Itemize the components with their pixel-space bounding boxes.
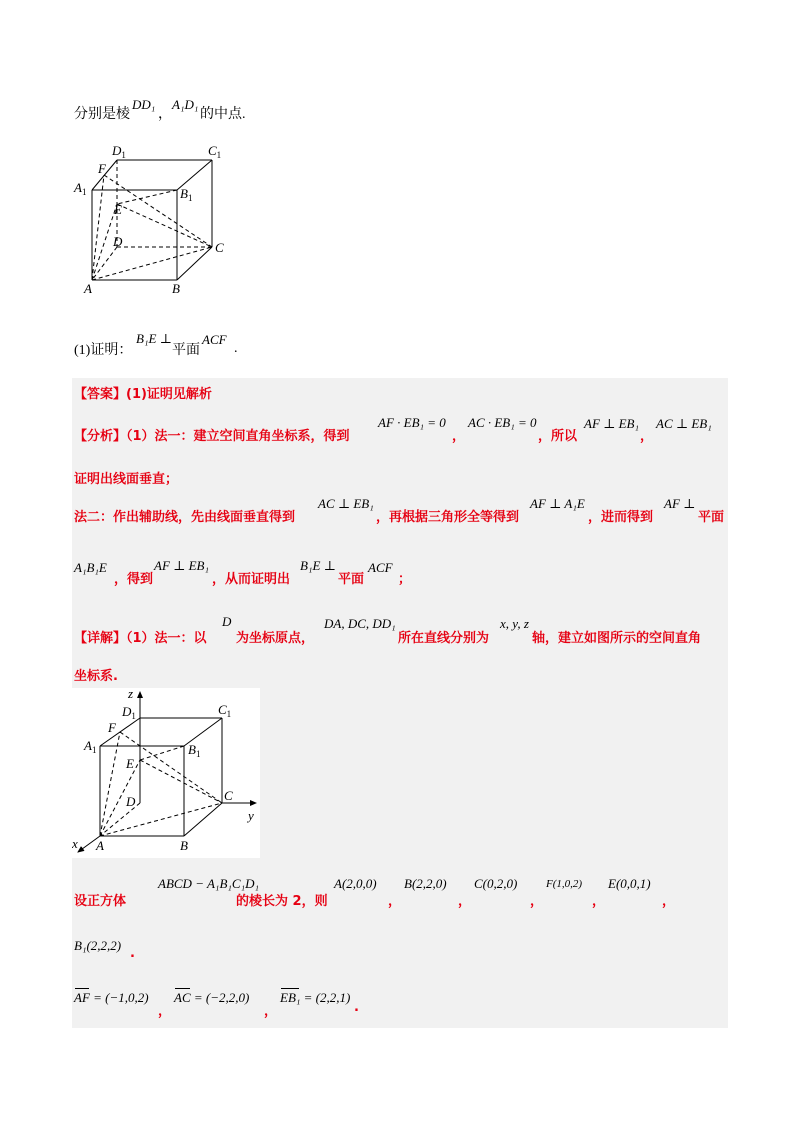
fig1-label-c: C [215, 240, 224, 255]
vector-eb1 [280, 990, 350, 1006]
analysis-line2: 证明出线面垂直； [74, 472, 179, 487]
fig2-axis-x: x [72, 836, 78, 851]
cube-figure-2-svg [72, 688, 260, 858]
vector-eb1-name: EB₁ [280, 990, 301, 1005]
method2-f: ，从而证明出 [212, 572, 291, 587]
method2-rel4: AF ⊥ EB₁ [154, 558, 210, 573]
sep-2: ， [458, 894, 472, 909]
intro-line [74, 106, 130, 124]
question-period: . [234, 341, 238, 356]
sep-6: ， [158, 1004, 172, 1019]
method2-g: 平面 [338, 572, 365, 587]
analysis-rel1: AF ⊥ EB₁ [584, 416, 640, 431]
fig2-label-b: B [180, 838, 188, 853]
edge-a1d1: A₁D₁ [172, 97, 199, 112]
analysis-comma2: ， [640, 429, 654, 444]
analysis-eq2: AC · EB₁ = 0 [468, 415, 537, 430]
question-b1e: B₁E ⊥ [136, 331, 172, 346]
method2-plane2: ACF [368, 560, 393, 575]
detail-label: 【详解】（1）法一：以 [74, 631, 207, 646]
vector-ac [174, 990, 249, 1006]
method2-d: 平面 [698, 510, 725, 525]
fig2-label-d1: $D_1$ [122, 704, 136, 721]
method2-plane: A₁B₁E [74, 560, 107, 575]
method2-rel5: B₁E ⊥ [300, 558, 336, 573]
question-plane: 平面 [172, 343, 200, 358]
fig1-label-a1: $A_1$ [74, 180, 87, 197]
method2-b: ，再根据三角形全等得到 [376, 510, 520, 525]
fig1-label-a: A [84, 281, 92, 296]
method2-h: ； [398, 572, 412, 587]
vector-end: . [354, 1000, 359, 1015]
intro-comma: ， [158, 107, 172, 122]
method2-rel2: AF ⊥ A₁E [530, 496, 585, 511]
method2-rel1: AC ⊥ EB₁ [318, 496, 374, 511]
fig2-label-b1: $B_1$ [188, 742, 201, 759]
fig1-label-b1: $B_1$ [180, 186, 193, 203]
point-f: F(1,0,2) [546, 878, 583, 890]
detail-t1: 为坐标原点， [236, 631, 315, 646]
fig1-label-b: B [172, 281, 180, 296]
sep-7: ， [264, 1004, 278, 1019]
analysis-label: 【分析】（1）法一：建立空间直角坐标系，得到 [74, 429, 350, 444]
analysis-eq1: AF · EB₁ = 0 [378, 415, 446, 430]
point-c: C(0,2,0) [474, 876, 518, 891]
detail-xyz: x, y, z [500, 616, 529, 631]
sep-5: ， [662, 894, 676, 909]
intro-suffix: 的中点. [200, 107, 246, 122]
fig2-axis-z: z [128, 688, 134, 701]
method2-a: 法二：作出辅助线，先由线面垂直得到 [74, 510, 296, 525]
answer-label: 【答案】(1)证明见解析 [74, 387, 212, 402]
question-num: (1)证明： [74, 343, 133, 358]
point-a: A(2,0,0) [334, 876, 377, 891]
analysis-text2: ，所以 [538, 429, 578, 444]
fig2-label-a: A [96, 838, 104, 853]
point-b1: B₁(2,2,2) [74, 938, 122, 953]
fig2-label-c1: $C_1$ [218, 702, 232, 719]
vector-af [74, 990, 149, 1006]
fig1-label-e: E [114, 202, 122, 217]
fig2-label-c: C [224, 788, 233, 803]
method2-rel3: AF ⊥ [664, 496, 696, 511]
detail-t3: 轴，建立如图所示的空间直角 [532, 631, 702, 646]
analysis-rel2: AC ⊥ EB₁ [656, 416, 712, 431]
intro-prefix: 分别是棱 [74, 107, 130, 122]
analysis-comma1: ， [452, 429, 466, 444]
fig1-label-d1: $D_1$ [112, 143, 126, 160]
sep-3: ， [530, 894, 544, 909]
set-a: 设正方体 [74, 894, 127, 909]
fig1-label-f: F [98, 161, 106, 176]
vector-ac-name: AC [174, 990, 191, 1005]
fig2-label-a1: $A_1$ [84, 738, 97, 755]
cube-figure-2 [72, 688, 260, 858]
point-b: B(2,2,0) [404, 876, 447, 891]
fig2-label-d: D [126, 794, 136, 809]
fig2-label-e: E [126, 756, 134, 771]
edge-dd1: DD₁ [132, 97, 156, 112]
set-b: 的棱长为 2，则 [236, 894, 328, 909]
cube-figure-1-svg [72, 142, 242, 302]
vector-ac-value: = (−2,2,0) [190, 990, 250, 1005]
point-e: E(0,0,1) [608, 876, 651, 891]
detail-d: D [222, 614, 232, 629]
sep-4: ， [592, 894, 606, 909]
method2-c: ，进而得到 [588, 510, 654, 525]
cube-figure-1 [72, 142, 242, 302]
vector-af-value: = (−1,0,2) [89, 990, 149, 1005]
detail-axes: DA, DC, DD₁ [324, 616, 396, 631]
fig1-label-d: D [113, 234, 123, 249]
vector-eb1-value: = (2,2,1) [300, 990, 351, 1005]
detail-t2: 所在直线分别为 [398, 631, 490, 646]
fig2-label-f: F [108, 720, 116, 735]
sep-1: ， [388, 894, 402, 909]
set-cube: ABCD − A₁B₁C₁D₁ [158, 876, 259, 891]
fig2-axis-y: y [248, 808, 254, 823]
point-b1-end: . [130, 946, 135, 961]
detail-line2: 坐标系. [74, 669, 118, 684]
vector-af-name: AF [74, 990, 90, 1005]
method2-e: ，得到 [114, 572, 154, 587]
question-acf: ACF [202, 332, 227, 347]
fig1-label-c1: $C_1$ [208, 143, 222, 160]
